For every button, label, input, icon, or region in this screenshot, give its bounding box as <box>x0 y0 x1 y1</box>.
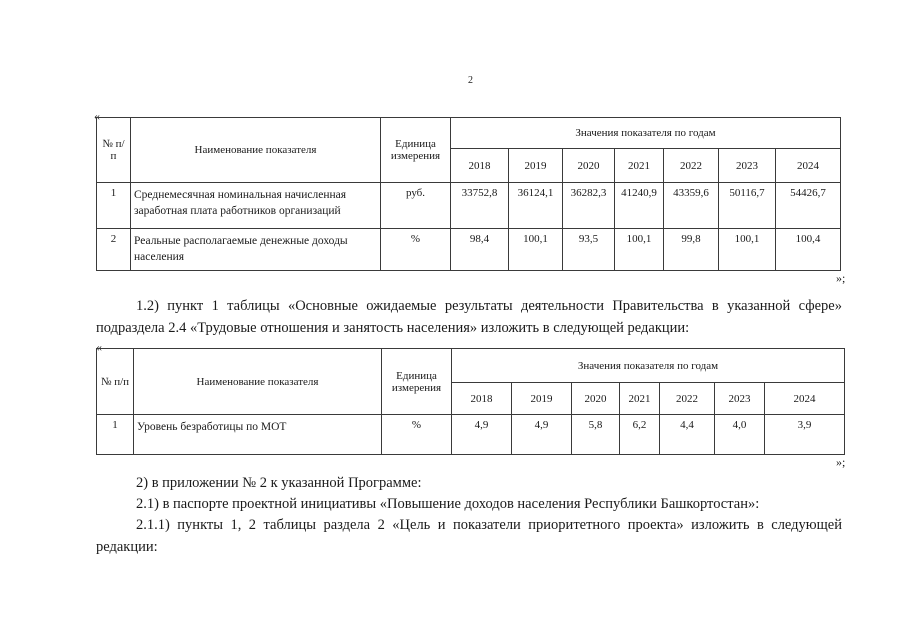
table-row <box>97 183 841 229</box>
open-quote-2: « <box>96 340 102 354</box>
value-cell: 98,4 <box>451 229 509 271</box>
page-number: 2 <box>468 75 473 86</box>
paragraph-1-2: 1.2) пункт 1 таблицы «Основные ожидаемые результаты деятельности Правительства в указанной сфере» подраздела 2.4 «Трудовые отношения и занятость населения» изложить в следующей редакции: <box>96 298 842 336</box>
header-values-group: Значения показателя по годам <box>451 118 841 149</box>
results-table-1 <box>96 117 841 271</box>
value-cell: 6,2 <box>620 415 660 455</box>
value-cell: 36124,1 <box>509 183 563 229</box>
year-header: 2018 <box>451 149 509 183</box>
value-cell: 54426,7 <box>776 183 841 229</box>
value-cell: 41240,9 <box>615 183 664 229</box>
row-name: Уровень безработицы по МОТ <box>134 415 382 455</box>
value-cell: 100,1 <box>509 229 563 271</box>
value-cell: 50116,7 <box>719 183 776 229</box>
year-header: 2020 <box>572 383 620 415</box>
value-cell: 33752,8 <box>451 183 509 229</box>
header-num: № п/п <box>97 118 131 183</box>
paragraph-2-1: 2.1) в паспорте проектной инициативы «Повышение доходов населения Республики Башкортостан»: <box>136 496 760 512</box>
results-table-2 <box>96 348 845 455</box>
row-name: Реальные располагаемые денежные доходы населения <box>131 229 381 271</box>
row-num: 2 <box>97 229 131 271</box>
paragraph-2-1-1: 2.1.1) пункты 1, 2 таблицы раздела 2 «Цель и показатели приоритетного проекта» изложить в следующей редакции: <box>96 517 842 555</box>
header-unit: Единица измерения <box>382 349 452 415</box>
year-header: 2018 <box>452 383 512 415</box>
year-header: 2021 <box>620 383 660 415</box>
open-quote-1: « <box>94 109 100 123</box>
table-row <box>97 415 845 455</box>
row-num: 1 <box>97 183 131 229</box>
row-num: 1 <box>97 415 134 455</box>
header-num: № п/п <box>97 349 134 415</box>
value-cell: 100,4 <box>776 229 841 271</box>
value-cell: 4,0 <box>715 415 765 455</box>
value-cell: 43359,6 <box>664 183 719 229</box>
year-header: 2020 <box>563 149 615 183</box>
table-row <box>97 229 841 271</box>
value-cell: 100,1 <box>615 229 664 271</box>
row-name: Среднемесячная номинальная начисленная заработная плата работников организаций <box>131 183 381 229</box>
value-cell: 5,8 <box>572 415 620 455</box>
year-header: 2019 <box>512 383 572 415</box>
paragraph-2: 2) в приложении № 2 к указанной Программе: <box>136 475 422 491</box>
year-header: 2023 <box>715 383 765 415</box>
year-header: 2021 <box>615 149 664 183</box>
year-header: 2022 <box>664 149 719 183</box>
value-cell: 99,8 <box>664 229 719 271</box>
value-cell: 4,9 <box>512 415 572 455</box>
value-cell: 3,9 <box>765 415 845 455</box>
value-cell: 93,5 <box>563 229 615 271</box>
row-unit: руб. <box>381 183 451 229</box>
header-name: Наименование показателя <box>131 118 381 183</box>
header-name: Наименование показателя <box>134 349 382 415</box>
year-header: 2024 <box>765 383 845 415</box>
header-unit: Единица измерения <box>381 118 451 183</box>
year-header: 2019 <box>509 149 563 183</box>
close-quote-1: »; <box>836 271 846 285</box>
row-unit: % <box>381 229 451 271</box>
value-cell: 4,4 <box>660 415 715 455</box>
year-header: 2022 <box>660 383 715 415</box>
header-values-group: Значения показателя по годам <box>452 349 845 383</box>
year-header: 2023 <box>719 149 776 183</box>
value-cell: 100,1 <box>719 229 776 271</box>
row-unit: % <box>382 415 452 455</box>
year-header: 2024 <box>776 149 841 183</box>
value-cell: 36282,3 <box>563 183 615 229</box>
value-cell: 4,9 <box>452 415 512 455</box>
close-quote-2: »; <box>836 455 846 469</box>
